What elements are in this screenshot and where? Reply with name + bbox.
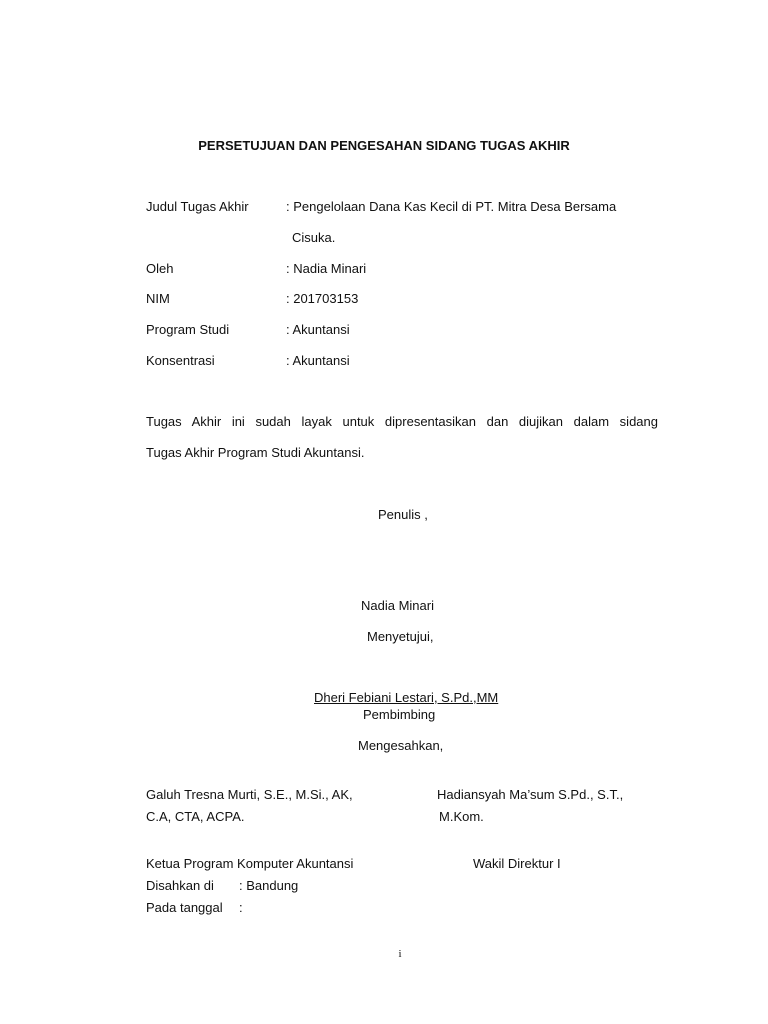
field-value-oleh: : Nadia Minari (286, 261, 367, 276)
supervisor-name: Dheri Febiani Lestari, S.Pd.,MM (314, 690, 499, 705)
page-title: PERSETUJUAN DAN PENGESAHAN SIDANG TUGAS AKHIR (198, 138, 570, 153)
signatory-left-line-1: Galuh Tresna Murti, S.E., M.Si., AK, (146, 787, 353, 802)
signatory-right-line-1: Hadiansyah Ma’sum S.Pd., S.T., (437, 787, 624, 802)
field-value-judul: : Pengelolaan Dana Kas Kecil di PT. Mitra Desa Bersama (286, 199, 617, 214)
ratify-label: Mengesahkan, (358, 738, 444, 753)
field-label-oleh: Oleh (146, 261, 174, 276)
ratified-at-value: : Bandung (239, 878, 299, 893)
ratified-at-label: Disahkan di (146, 878, 214, 893)
approval-paragraph-line-2: Tugas Akhir Program Studi Akuntansi. (146, 445, 365, 460)
writer-name: Nadia Minari (361, 598, 434, 613)
field-label-konsentrasi: Konsentrasi (146, 353, 215, 368)
field-value-konsentrasi: : Akuntansi (286, 353, 350, 368)
field-value-judul-continuation: Cisuka. (292, 230, 336, 245)
signatory-right-line-2: M.Kom. (439, 809, 484, 824)
date-value: : (239, 900, 243, 915)
signatory-left-line-2: C.A, CTA, ACPA. (146, 809, 245, 824)
right-role: Wakil Direktur I (473, 856, 561, 871)
field-value-nim: : 201703153 (286, 291, 359, 306)
writer-label: Penulis , (378, 507, 428, 522)
supervisor-role: Pembimbing (363, 707, 436, 722)
date-label: Pada tanggal (146, 900, 223, 915)
left-role: Ketua Program Komputer Akuntansi (146, 856, 354, 871)
approval-paragraph-line-1: Tugas Akhir ini sudah layak untuk dipresentasikan dan diujikan dalam sidang (146, 414, 658, 429)
field-label-judul: Judul Tugas Akhir (146, 199, 249, 214)
page-number: i (398, 948, 402, 960)
field-label-nim: NIM (146, 291, 170, 306)
field-label-program-studi: Program Studi (146, 322, 230, 337)
approve-label: Menyetujui, (367, 629, 434, 644)
field-value-program-studi: : Akuntansi (286, 322, 350, 337)
